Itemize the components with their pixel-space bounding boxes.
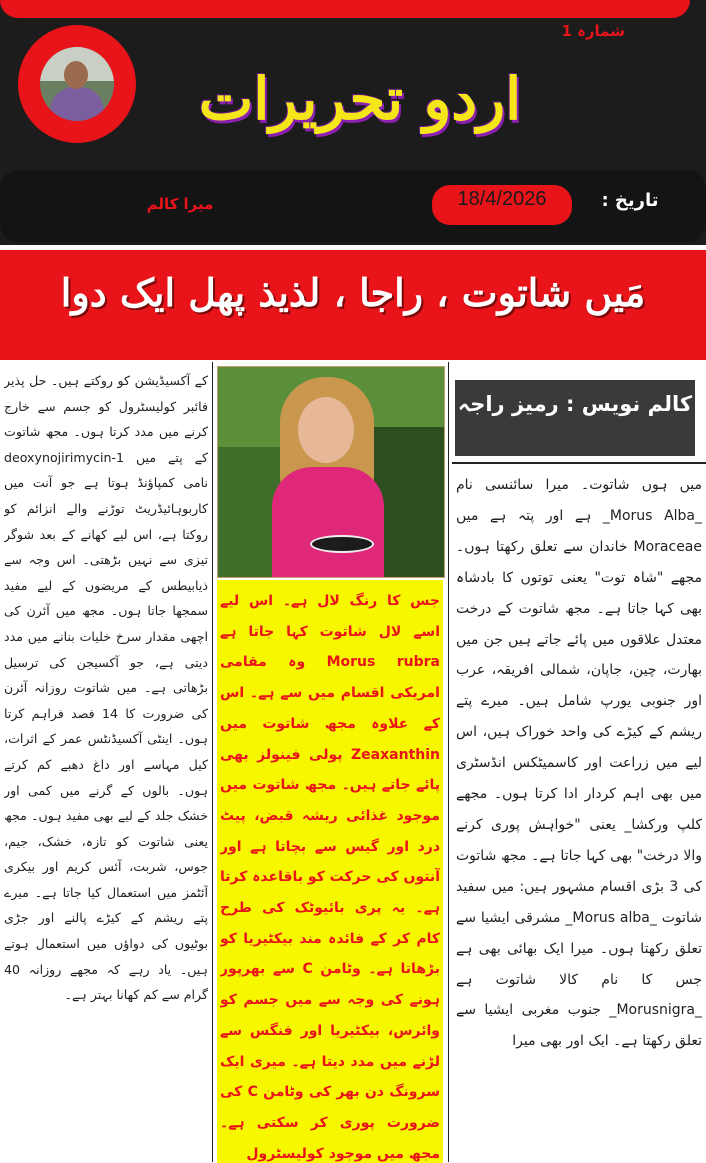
masthead-title: اردو تحریرات (198, 65, 522, 133)
issue-number: شمارہ 1 (561, 22, 625, 40)
article-column-right: میں ہوں شاتوت۔ میرا سائنسی نام _Morus Alba_ ہے اور پتہ ہے میں Moraceae خاندان سے تعلق رکھتا ہوں۔ مجھے "شاہ توت" یعنی توتوں کا بادشاہ بھی کہا جاتا ہے۔ مجھ شاتوت کے درخت معتدل علاقوں میں پائے جاتے ہیں جن میں بھارت، چین، جاپان، شمالی افریقہ، عرب اور جنوبی یورپ شامل ہیں۔ میرے پتے ریشم کے کیڑے کی واحد خوراک ہیں، اس لیے میں زراعت اور کاسمیٹکس انڈسٹری میں بھی اہم کردار ادا کرتا ہوں۔ مجھے کلپ ورکشا_ یعنی "خواہش پوری کرنے والا درخت" بھی کہا جاتا ہے۔ مجھ شاتوت کی 3 بڑی اقسام مشہور ہیں: میں سفید شاتوت _Morus alba_ مشرقی ایشیا سے تعلق رکھتا ہوں۔ میرا ایک بھائی بھی ہے جس کا نام کالا شاتوت ہے _Morusnigra_ جنوب مغربی ایشیا سے تعلق رکھتا ہے۔ ایک اور بھی میرا (456, 477, 702, 1050)
woman-eating-mulberries-photo-icon (217, 366, 445, 578)
author-byline: کالم نویس : رمیز راجہ (457, 392, 693, 416)
profile-photo-icon (40, 47, 114, 121)
column-divider (448, 362, 449, 1162)
article-column-middle: جس کا رنگ لال ہے۔ اس لیے اسے لال شاتوت کہا جاتا ہے Morus rubra وہ مقامی امریکی اقسام میں سے ہے۔ اس کے علاوہ مجھ شاتوت میں Zeaxanthin پولی فینولز بھی پائے جاتے ہیں۔ مجھ شاتوت میں موجود غذائی ریشہ قبض، پیٹ درد اور گیس سے بچاتا ہے اور آنتوں کی حرکت کو باقاعدہ کرتا ہے۔ یہ پری بائیوٹک کی طرح کام کر کے فائدہ مند بیکٹیریا کو بڑھاتا ہے۔ وٹامن C سے بھرپور ہونے کی وجہ سے میں جسم کو وائرس، بیکٹیریا اور فنگس سے لڑنے میں مدد دیتا ہے۔ میری ایک سرونگ دن بھر کی وٹامن C کی ضرورت پوری کر سکتی ہے۔ مجھ میں موجود کولیسٹرول (220, 593, 440, 1162)
date-value: 18/4/2026 (457, 188, 547, 210)
divider (452, 462, 706, 464)
date-label: تاریخ : (601, 190, 659, 211)
my-column-label: میرا کالم (146, 195, 214, 213)
top-red-banner (0, 0, 690, 18)
column-divider (212, 362, 213, 1162)
article-headline: مَیں شاتوت ، راجا ، لذیذ پھل ایک دوا (60, 270, 646, 315)
article-column-left: کے آکسیڈیشن کو روکتے ہیں۔ حل پذیر فائبر کولیسٹرول کو جسم سے خارج کرنے میں مدد کرتا ہوں۔ مجھ شاتوت کے پتے میں deoxynojirimycin-1 نامی کمپاؤنڈ ہوتا ہے جو آنت میں کاربوہائیڈریٹ توڑنے والے انزائم کو روکتا ہے، اس لیے کھانے کے بعد شوگر تیزی سے نہیں بڑھتی۔ اس وجہ سے ذیابیطس کے مریضوں کے لیے مفید سمجھا جاتا ہوں۔ مجھ میں آئرن کی اچھی مقدار سرخ خلیات بنانے میں مدد دیتی ہے، جو آکسیجن کی ترسیل بڑھاتی ہے۔ میں شاتوت روزانہ آئرن کی ضرورت کا 14 فصد فراہم کرتا ہوں۔ اینٹی آکسیڈنٹس عمر کے اثرات، کیل مہاسے اور داغ دھبے کم کرتے ہوں۔ بالوں کے گرنے میں کمی اور خشک جلد کے لیے بھی مفید ہوں۔ مجھ یعنی شاتوت کو تازہ، خشک، جیم، جوس، شربت، آئس کریم اور بیکری آئٹمز میں استعمال کیا جاتا ہے۔ میرے پتے ریشم کے کیڑے پالنے اور جڑی بوٹیوں کی دواؤں میں استعمال ہوتے ہیں۔ یاد رہے کہ مجھے روزانہ 40 گرام سے کم کھانا بہتر ہے۔ (4, 373, 208, 1003)
